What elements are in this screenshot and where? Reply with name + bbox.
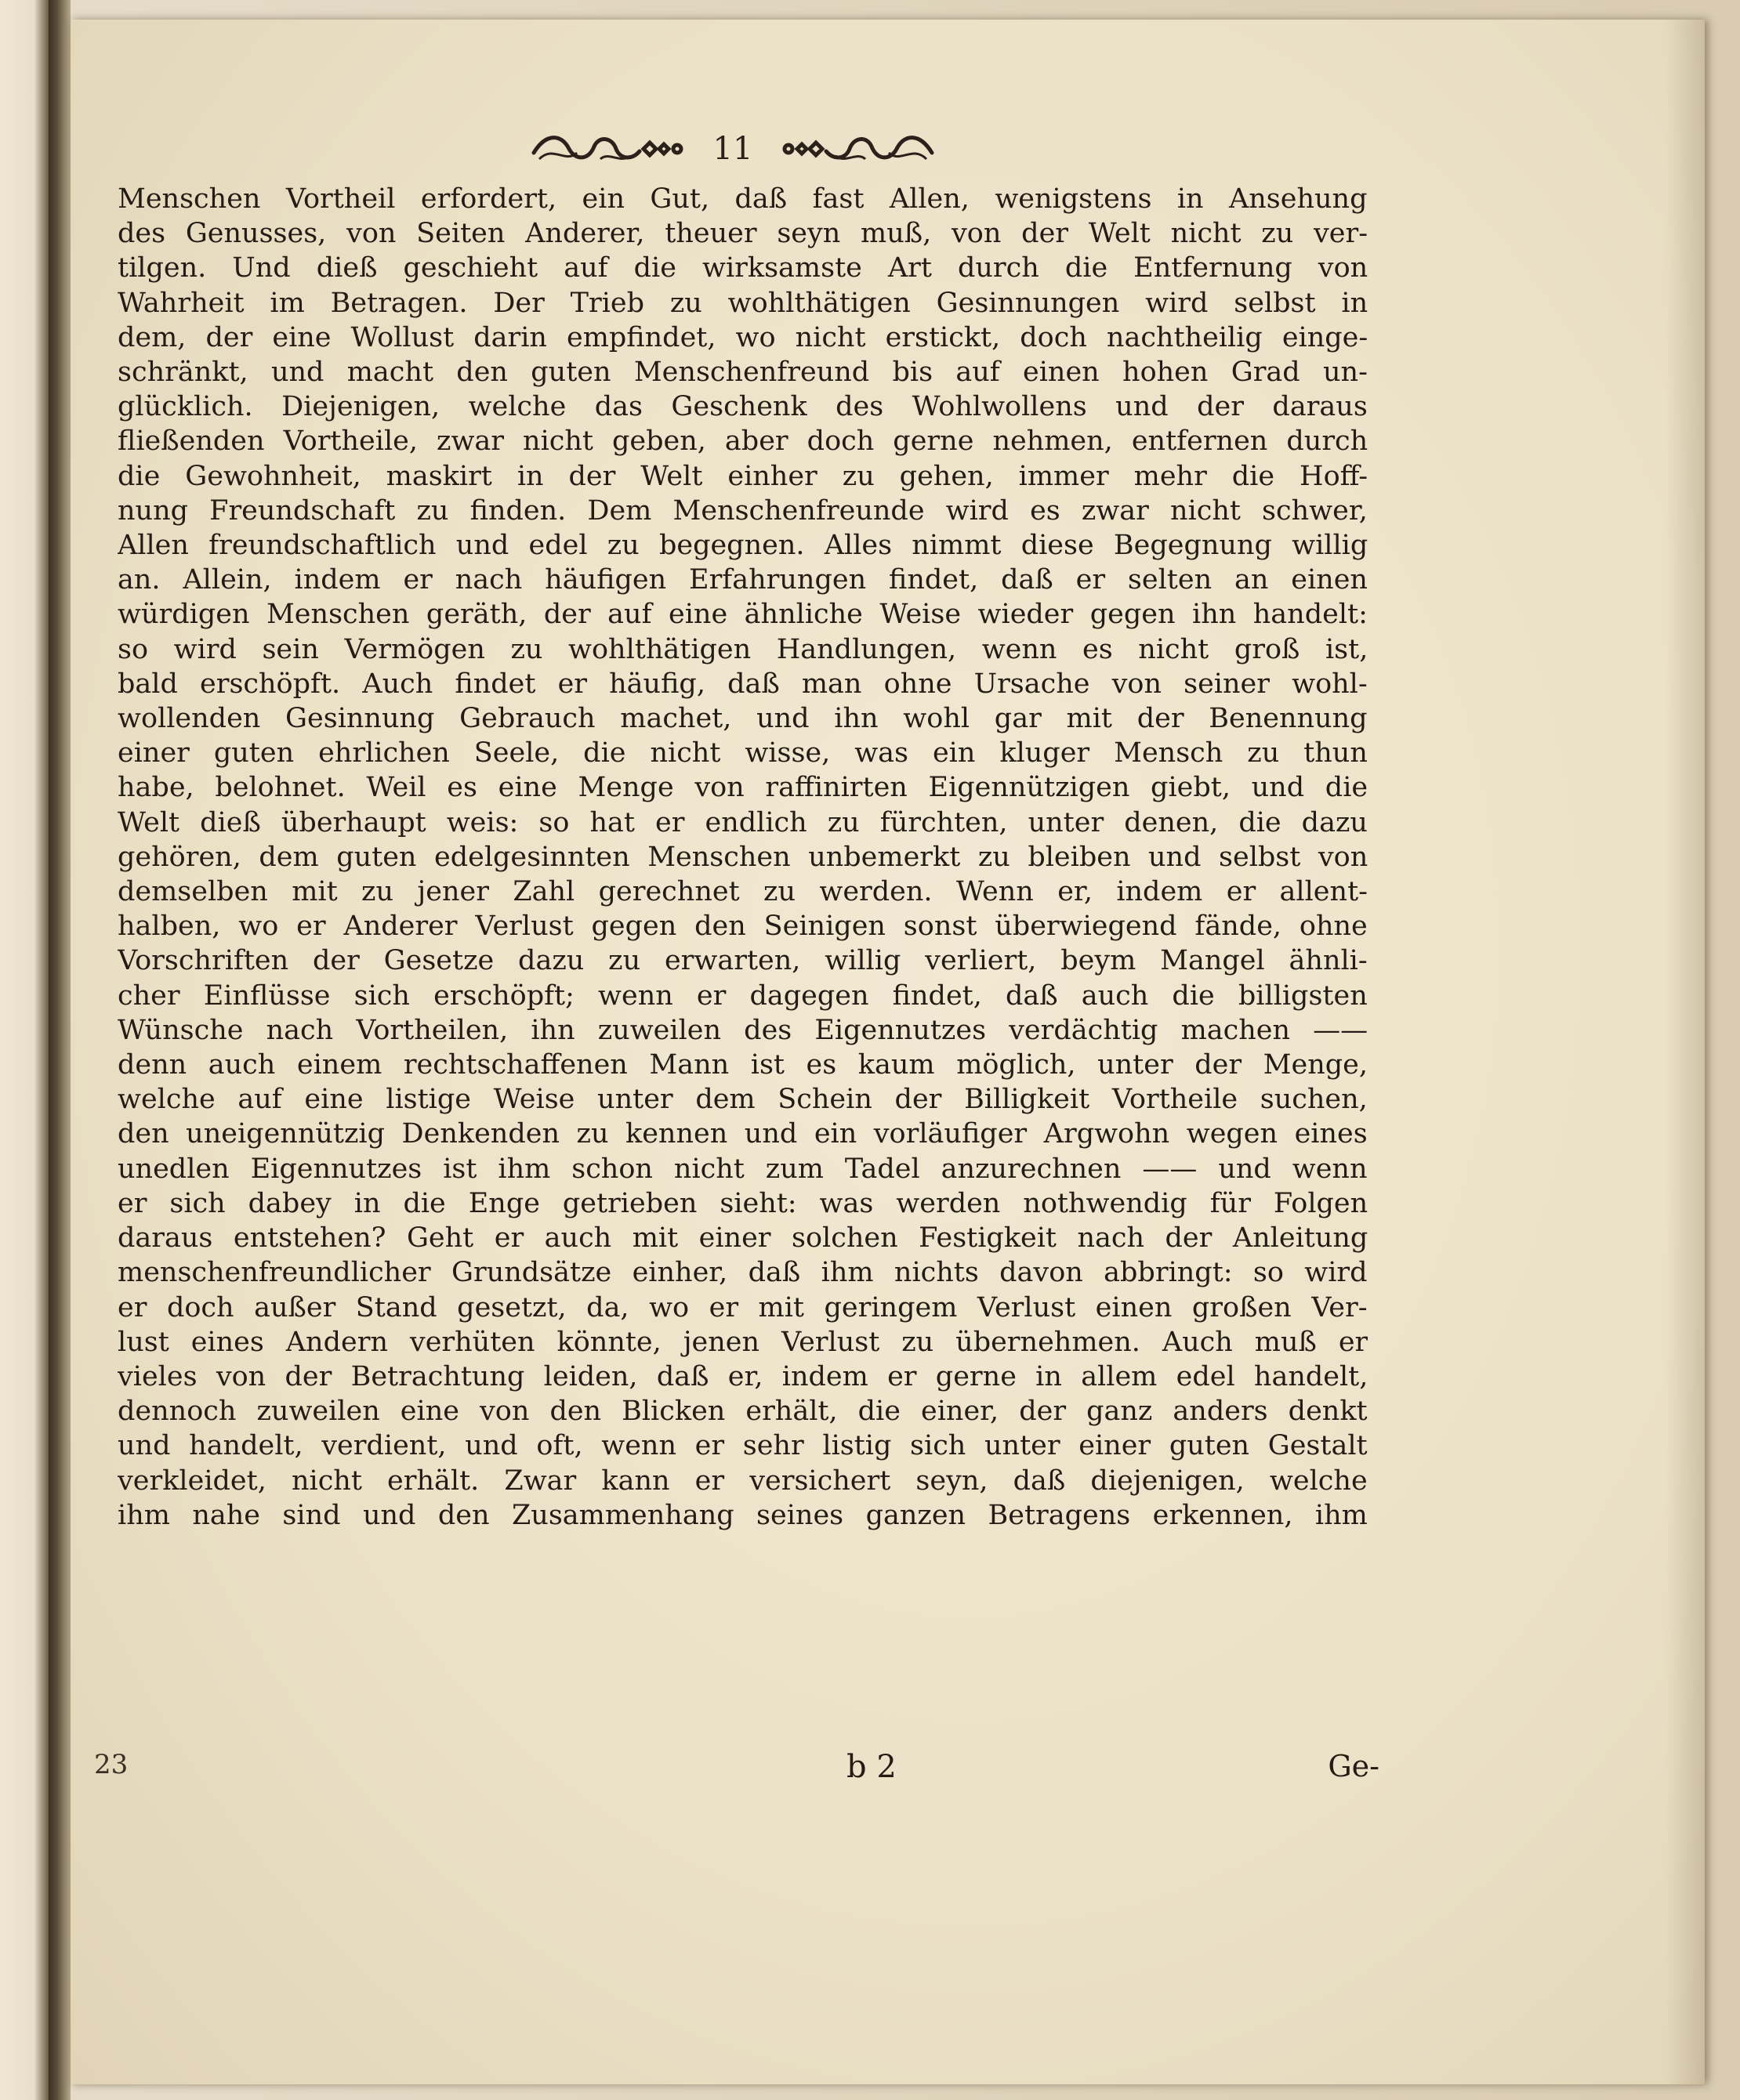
text-line: dem, der eine Wollust darin empfindet, wo nicht erstickt, doch nachtheilig einge-	[118, 321, 1368, 353]
page-footer	[94, 1749, 1379, 1796]
text-line: er doch außer Stand gesetzt, da, wo er mit geringem Verlust einen großen Ver-	[118, 1291, 1368, 1323]
text-line: Vorschriften der Gesetze dazu zu erwarten, willig verliert, beym Mangel ähnli-	[118, 945, 1368, 977]
book-gutter	[49, 0, 71, 2100]
page-edge-shadow	[1666, 20, 1705, 2084]
text-line: verkleidet, nicht erhält. Zwar kann er versichert seyn, daß diejenigen, welche	[118, 1465, 1368, 1497]
text-line: glücklich. Diejenigen, welche das Geschenk des Wohlwollens und der daraus	[118, 391, 1368, 423]
text-line: demselben mit zu jener Zahl gerechnet zu werden. Wenn er, indem er allent-	[118, 876, 1368, 908]
text-line: bald erschöpft. Auch findet er häufig, daß man ohne Ursache von seiner wohl-	[118, 668, 1368, 700]
page-number: 11	[712, 131, 753, 167]
text-line: Welt dieß überhaupt weis: so hat er endlich zu fürchten, unter denen, die dazu	[118, 806, 1368, 838]
text-line: und handelt, verdient, und oft, wenn er sehr listig sich unter einer guten Gestalt	[118, 1430, 1368, 1462]
text-line: schränkt, und macht den guten Menschenfreund bis auf einen hohen Grad un-	[118, 357, 1368, 389]
text-line: des Genusses, von Seiten Anderer, theuer seyn muß, von der Welt nicht zu ver-	[118, 218, 1368, 250]
text-line: ihm nahe sind und den Zusammenhang seines ganzen Betragens erkennen, ihm	[118, 1499, 1368, 1531]
right-ornament-icon	[779, 129, 936, 168]
signature-mark: b 2	[846, 1749, 897, 1785]
text-line: tilgen. Und dieß geschieht auf die wirksamste Art durch die Entfernung von	[118, 252, 1368, 284]
text-line: halben, wo er Anderer Verlust gegen den Seinigen sonst überwiegend fände, ohne	[118, 911, 1368, 943]
text-line: nung Freundschaft zu finden. Dem Menschenfreunde wird es zwar nicht schwer,	[118, 494, 1368, 527]
body-text	[118, 182, 1368, 1533]
text-line: die Gewohnheit, maskirt in der Welt einher zu gehen, immer mehr die Hoff-	[118, 460, 1368, 492]
text-line: so wird sein Vermögen zu wohlthätigen Handlungen, wenn es nicht groß ist,	[118, 633, 1368, 665]
running-header	[529, 121, 937, 176]
text-line: Wünsche nach Vortheilen, ihn zuweilen des Eigennutzes verdächtig machen ——	[118, 1014, 1368, 1046]
text-line: habe, belohnet. Weil es eine Menge von raffinirten Eigennützigen giebt, und die	[118, 772, 1368, 804]
text-line: Wahrheit im Betragen. Der Trieb zu wohlthätigen Gesinnungen wird selbst in	[118, 287, 1368, 319]
text-line: dennoch zuweilen eine von den Blicken erhält, die einer, der ganz anders denkt	[118, 1396, 1368, 1428]
text-line: den uneigennützig Denkenden zu kennen und ein vorläufiger Argwohn wegen eines	[118, 1118, 1368, 1150]
text-line: an. Allein, indem er nach häufigen Erfahrungen findet, daß er selten an einen	[118, 564, 1368, 596]
text-line: würdigen Menschen geräth, der auf eine ähnliche Weise wieder gegen ihn handelt:	[118, 599, 1368, 631]
text-line: Menschen Vortheil erfordert, ein Gut, daß fast Allen, wenigstens in Ansehung	[118, 183, 1368, 215]
text-line: unedlen Eigennutzes ist ihm schon nicht zum Tadel anzurechnen —— und wenn	[118, 1153, 1368, 1185]
footer-mark: 23	[94, 1749, 129, 1780]
text-line: denn auch einem rechtschaffenen Mann ist es kaum möglich, unter der Menge,	[118, 1049, 1368, 1081]
text-line: gehören, dem guten edelgesinnten Menschen unbemerkt zu bleiben und selbst von	[118, 841, 1368, 873]
text-line: er sich dabey in die Enge getrieben sieht: was werden nothwendig für Folgen	[118, 1187, 1368, 1219]
text-line: Allen freundschaftlich und edel zu begegnen. Alles nimmt diese Begegnung willig	[118, 530, 1368, 562]
text-line: cher Einflüsse sich erschöpft; wenn er dagegen findet, daß auch die billigsten	[118, 979, 1368, 1012]
catchword: Ge-	[1328, 1749, 1379, 1783]
text-line: menschenfreundlicher Grundsätze einher, daß ihm nichts davon abbringt: so wird	[118, 1257, 1368, 1289]
left-page-edge	[0, 0, 49, 2100]
text-line: daraus entstehen? Geht er auch mit einer solchen Festigkeit nach der Anleitung	[118, 1222, 1368, 1255]
text-line: lust eines Andern verhüten könnte, jenen Verlust zu übernehmen. Auch muß er	[118, 1326, 1368, 1358]
text-line: wollenden Gesinnung Gebrauch machet, und ihn wohl gar mit der Benennung	[118, 703, 1368, 735]
text-line: einer guten ehrlichen Seele, die nicht wisse, was ein kluger Mensch zu thun	[118, 737, 1368, 769]
left-ornament-icon	[530, 129, 687, 168]
text-line: welche auf eine listige Weise unter dem Schein der Billigkeit Vortheile suchen,	[118, 1084, 1368, 1116]
text-line: vieles von der Betrachtung leiden, daß er, indem er gerne in allem edel handelt,	[118, 1360, 1368, 1392]
text-line: fließenden Vortheile, zwar nicht geben, aber doch gerne nehmen, entfernen durch	[118, 425, 1368, 458]
